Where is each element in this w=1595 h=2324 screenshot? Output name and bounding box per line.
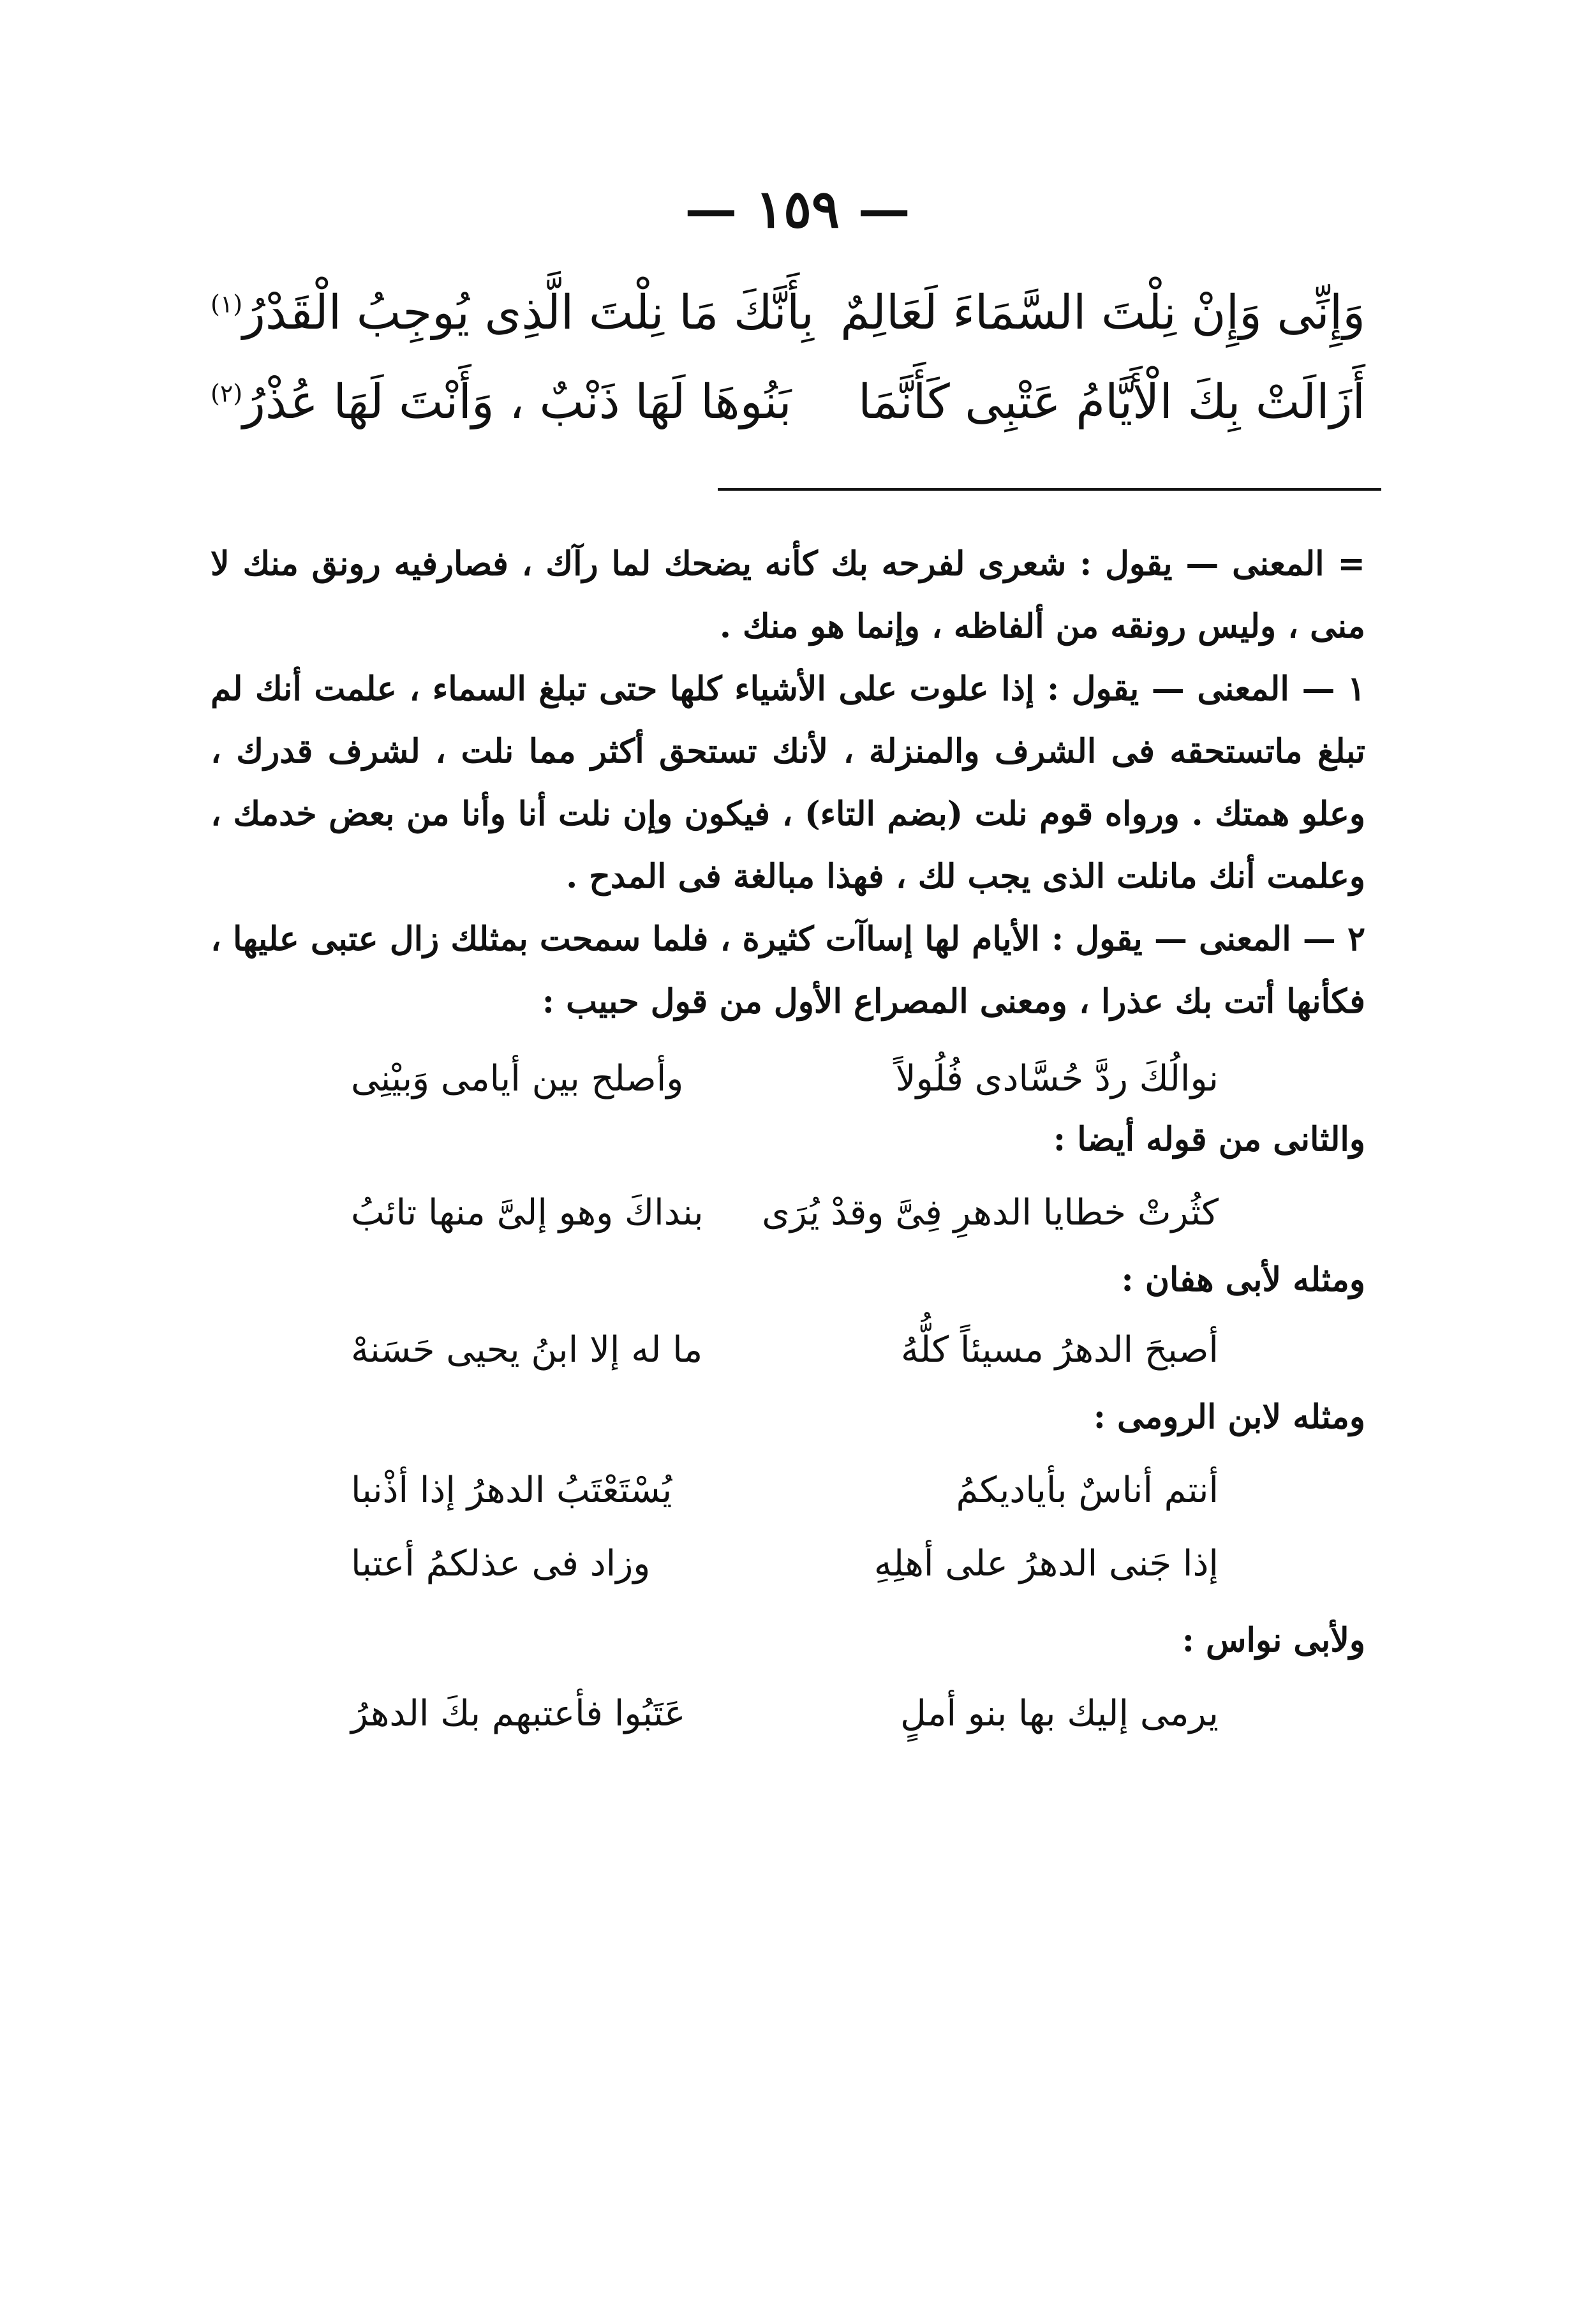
commentary-paragraph-note-1: ١ — المعنى — يقول : إذا علوت على الأشياء كلها حتى تبلغ السماء ، علمت أنك لم تبلغ ماتستحقه فى الشرف والمنزلة ، لأنك تستحق أكثر مما نلت ، لشرف قدرك ، وعلو همتك . ورواه قوم نلت (بضم التاء) ، فيكون وإن نلت أنا وأنا من بعض خدمك ، وعلمت أنك مانلت الذى يجب لك ، فهذا مبالغة فى المدح .: [211, 669, 1365, 896]
footnote-marker-1: (١): [211, 290, 243, 318]
quoted-verse-6-first: يرمى إليك بها بنو أملٍ: [900, 1692, 1219, 1734]
page-number: — ١٥٩ —: [685, 179, 910, 240]
quoted-verse-1-second: وأصلح بين أيامى وَبيْنِى: [351, 1057, 684, 1099]
quoted-verse-4-second: يُسْتَعْتَبُ الدهرُ إذا أذْنبا: [351, 1469, 672, 1511]
quoted-verse-3-first: أصبحَ الدهرُ مسيئاً كلُّهُ: [900, 1329, 1219, 1371]
quoted-verse-6: [351, 1678, 1219, 1748]
footnote-separator-rule: [718, 488, 1381, 491]
quoted-verse-4-first: أنتم أناسٌ بأياديكمُ: [956, 1469, 1219, 1511]
quoted-verse-1: [351, 1043, 1219, 1114]
quoted-verse-6-second: عَتَبُوا فأعتبهم بكَ الدهرُ: [351, 1692, 686, 1734]
footnote-marker-2: (٢): [211, 379, 243, 408]
quoted-verse-3-second: ما له إلا ابنُ يحيى حَسَنهْ: [351, 1329, 703, 1371]
quoted-verse-2: [351, 1177, 1219, 1248]
verse-1-second-text: بِأَنَّكَ مَا نِلْتَ الَّذِى يُوجِبُ الْقَدْرُ: [242, 285, 814, 340]
commentary-paragraph-note-2: ٢ — المعنى — يقول : الأيام لها إساآت كثيرة ، فلما سمحت بمثلك زال عتبى عليها ، فكأنها أتت بك عذرا ، ومعنى المصراع الأول من قول حبيب :: [211, 920, 1365, 1021]
quote-intro-4: ولأبى نواس :: [1182, 1621, 1365, 1660]
verse-line-1: [211, 274, 1365, 351]
quoted-verse-1-first: نوالُكَ ردَّ حُسَّادى فُلُولاً: [895, 1057, 1219, 1099]
quoted-verse-2-second: بنداكَ وهو إلىَّ منها تائبُ: [351, 1191, 704, 1233]
verse-1-first-hemistich: وَإِنِّى وَإِنْ نِلْتَ السَّمَاءَ لَعَالِمٌ: [840, 285, 1365, 340]
verse-2-first-hemistich: أَزَالَتْ بِكَ الْأَيَّامُ عَتْبِى كَأَنَّمَا: [857, 375, 1365, 429]
quote-intro-1: والثانى من قوله أيضا :: [1053, 1120, 1365, 1159]
quoted-verse-5-second: وزاد فى عذلكمُ أعتبا: [351, 1542, 651, 1584]
quote-intro-2: ومثله لأبى هفان :: [1121, 1260, 1365, 1299]
quoted-verse-2-first: كثُرتْ خطايا الدهرِ فِىَّ وقدْ يُرَى: [762, 1191, 1219, 1233]
quoted-verse-5-first: إذا جَنى الدهرُ على أهلِهِ: [873, 1542, 1219, 1584]
quote-intro-3: ومثله لابن الرومى :: [1093, 1397, 1365, 1436]
quoted-verse-4: [351, 1455, 1219, 1525]
commentary-block: [211, 533, 1365, 1033]
verse-2-second-hemistich: [211, 375, 792, 429]
quoted-verse-3: [351, 1315, 1219, 1385]
verse-1-second-hemistich: [211, 285, 814, 340]
verse-2-second-text: بَنُوهَا لَهَا ذَنْبٌ ، وَأَنْتَ لَهَا عُذْرُ: [242, 375, 792, 429]
quoted-verse-5: [351, 1528, 1219, 1598]
verse-line-2: [211, 364, 1365, 440]
commentary-paragraph-continued: = المعنى — يقول : شعرى لفرحه بك كأنه يضحك لما رآك ، فصارفيه رونق منك لا منى ، وليس رونقه من ألفاظه ، وإنما هو منك .: [211, 544, 1365, 646]
